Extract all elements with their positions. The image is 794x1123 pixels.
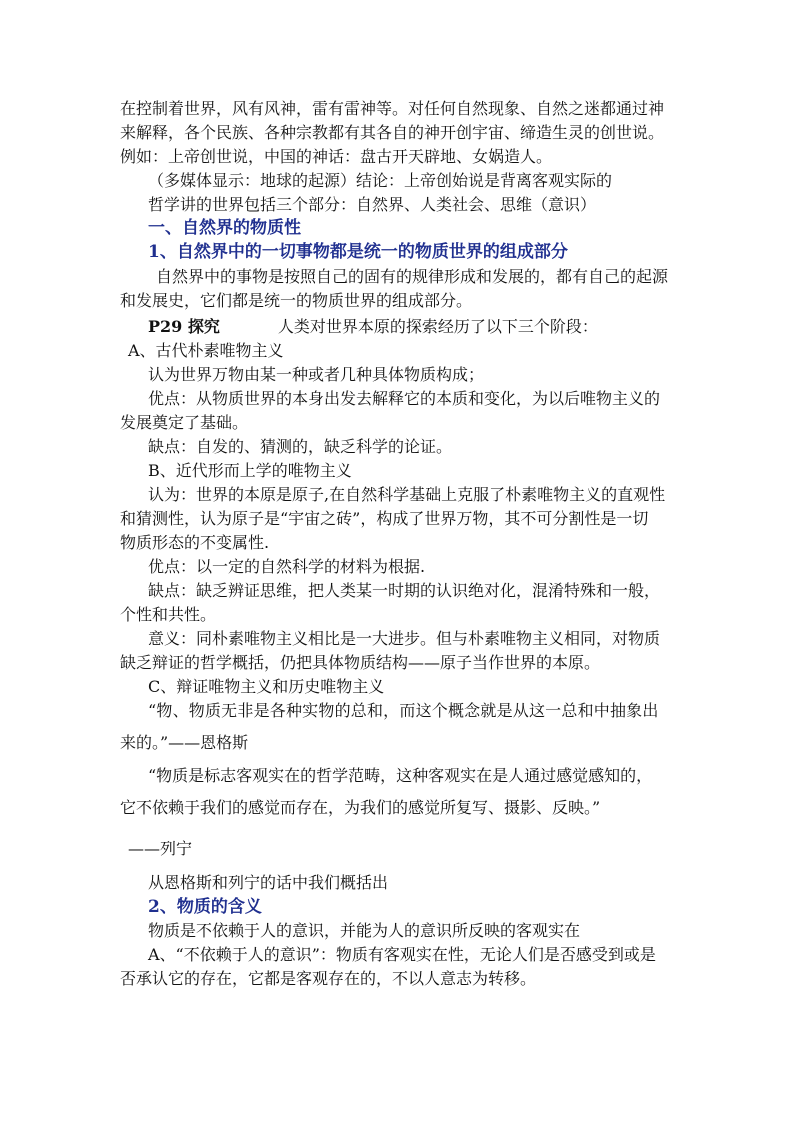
stage-c-title: C、辩证唯物主义和历史唯物主义	[148, 677, 385, 696]
p29-text: 人类对世界本原的探索经历了以下三个阶段：	[277, 317, 598, 336]
section-heading: 一、自然界的物质性	[148, 218, 301, 238]
paragraph-line: 优点：以一定的自然科学的材料为根据.	[148, 557, 426, 576]
paragraph-line: 个性和共性。	[120, 605, 217, 624]
paragraph-line: 和发展史，它们都是统一的物质世界的组成部分。	[120, 291, 473, 310]
paragraph-line: 在控制着世界，风有风神，雷有雷神等。对任何自然现象、自然之迷都通过神	[120, 99, 665, 118]
paragraph-line: A、“不依赖于人的意识”：物质有客观实在性，无论人们是否感受到或是	[148, 945, 656, 964]
quote-engels-line: “物、物质无非是各种实物的总和，而这个概念就是从这一总和中抽象出	[148, 701, 659, 720]
quote-engels-line: 来的。”——恩格斯	[120, 733, 249, 752]
paragraph-line: 从恩格斯和列宁的话中我们概括出	[148, 873, 389, 892]
paragraph-line: 物质是不依赖于人的意识，并能为人的意识所反映的客观实在	[148, 921, 581, 940]
subsection-heading: 1、自然界中的一切事物都是统一的物质世界的组成部分	[148, 242, 568, 262]
paragraph-line: 认为：世界的本原是原子,在自然科学基础上克服了朴素唯物主义的直观性	[148, 485, 666, 504]
paragraph-line: 例如：上帝创世说，中国的神话：盘古开天辟地、女娲造人。	[120, 147, 553, 166]
paragraph-line: 发展奠定了基础。	[120, 413, 249, 432]
paragraph-line: 自然界中的事物是按照自己的固有的规律形成和发展的，都有自己的起源	[156, 267, 669, 286]
stage-a-title: A、古代朴素唯物主义	[128, 341, 284, 360]
paragraph-line: 缺点：自发的、猜测的，缺乏科学的论证。	[148, 437, 453, 456]
paragraph-line: 物质形态的不变属性.	[120, 533, 270, 552]
p29-line	[148, 317, 598, 337]
paragraph-line: 和猜测性，认为原子是“宇宙之砖”，构成了世界万物，其不可分割性是一切	[120, 509, 649, 528]
paragraph-line: 来解释，各个民族、各种宗教都有其各自的神开创宇宙、缔造生灵的创世说。	[120, 123, 665, 142]
paragraph-line: 缺点：缺乏辨证思维，把人类某一时期的认识绝对化，混淆特殊和一般，	[148, 581, 661, 600]
subsection-heading: 2、物质的含义	[148, 897, 262, 917]
paragraph-line: 否承认它的存在，它都是客观存在的，不以人意志为转移。	[120, 969, 537, 988]
paragraph-line: 优点：从物质世界的本身出发去解释它的本质和变化，为以后唯物主义的	[148, 389, 661, 408]
stage-b-title: B、近代形而上学的唯物主义	[148, 461, 352, 480]
paragraph-line: 意义：同朴素唯物主义相比是一大进步。但与朴素唯物主义相同，对物质	[148, 629, 661, 648]
p29-label: P29 探究	[148, 317, 220, 336]
paragraph-line: 哲学讲的世界包括三个部分：自然界、人类社会、思维（意识）	[148, 195, 597, 214]
paragraph-line: 认为世界万物由某一种或者几种具体物质构成；	[148, 365, 485, 384]
paragraph-line: 缺乏辩证的哲学概括，仍把具体物质结构——原子当作世界的本原。	[120, 653, 601, 672]
quote-lenin-author: ——列宁	[128, 839, 193, 858]
quote-lenin-line: 它不依赖于我们的感觉而存在，为我们的感觉所复写、摄影、反映。”	[120, 798, 601, 817]
quote-lenin-line: “物质是标志客观实在的哲学范畴，这种客观实在是人通过感觉感知的，	[148, 766, 653, 785]
paragraph-line: （多媒体显示：地球的起源）结论：上帝创始说是背离客观实际的	[148, 171, 613, 190]
